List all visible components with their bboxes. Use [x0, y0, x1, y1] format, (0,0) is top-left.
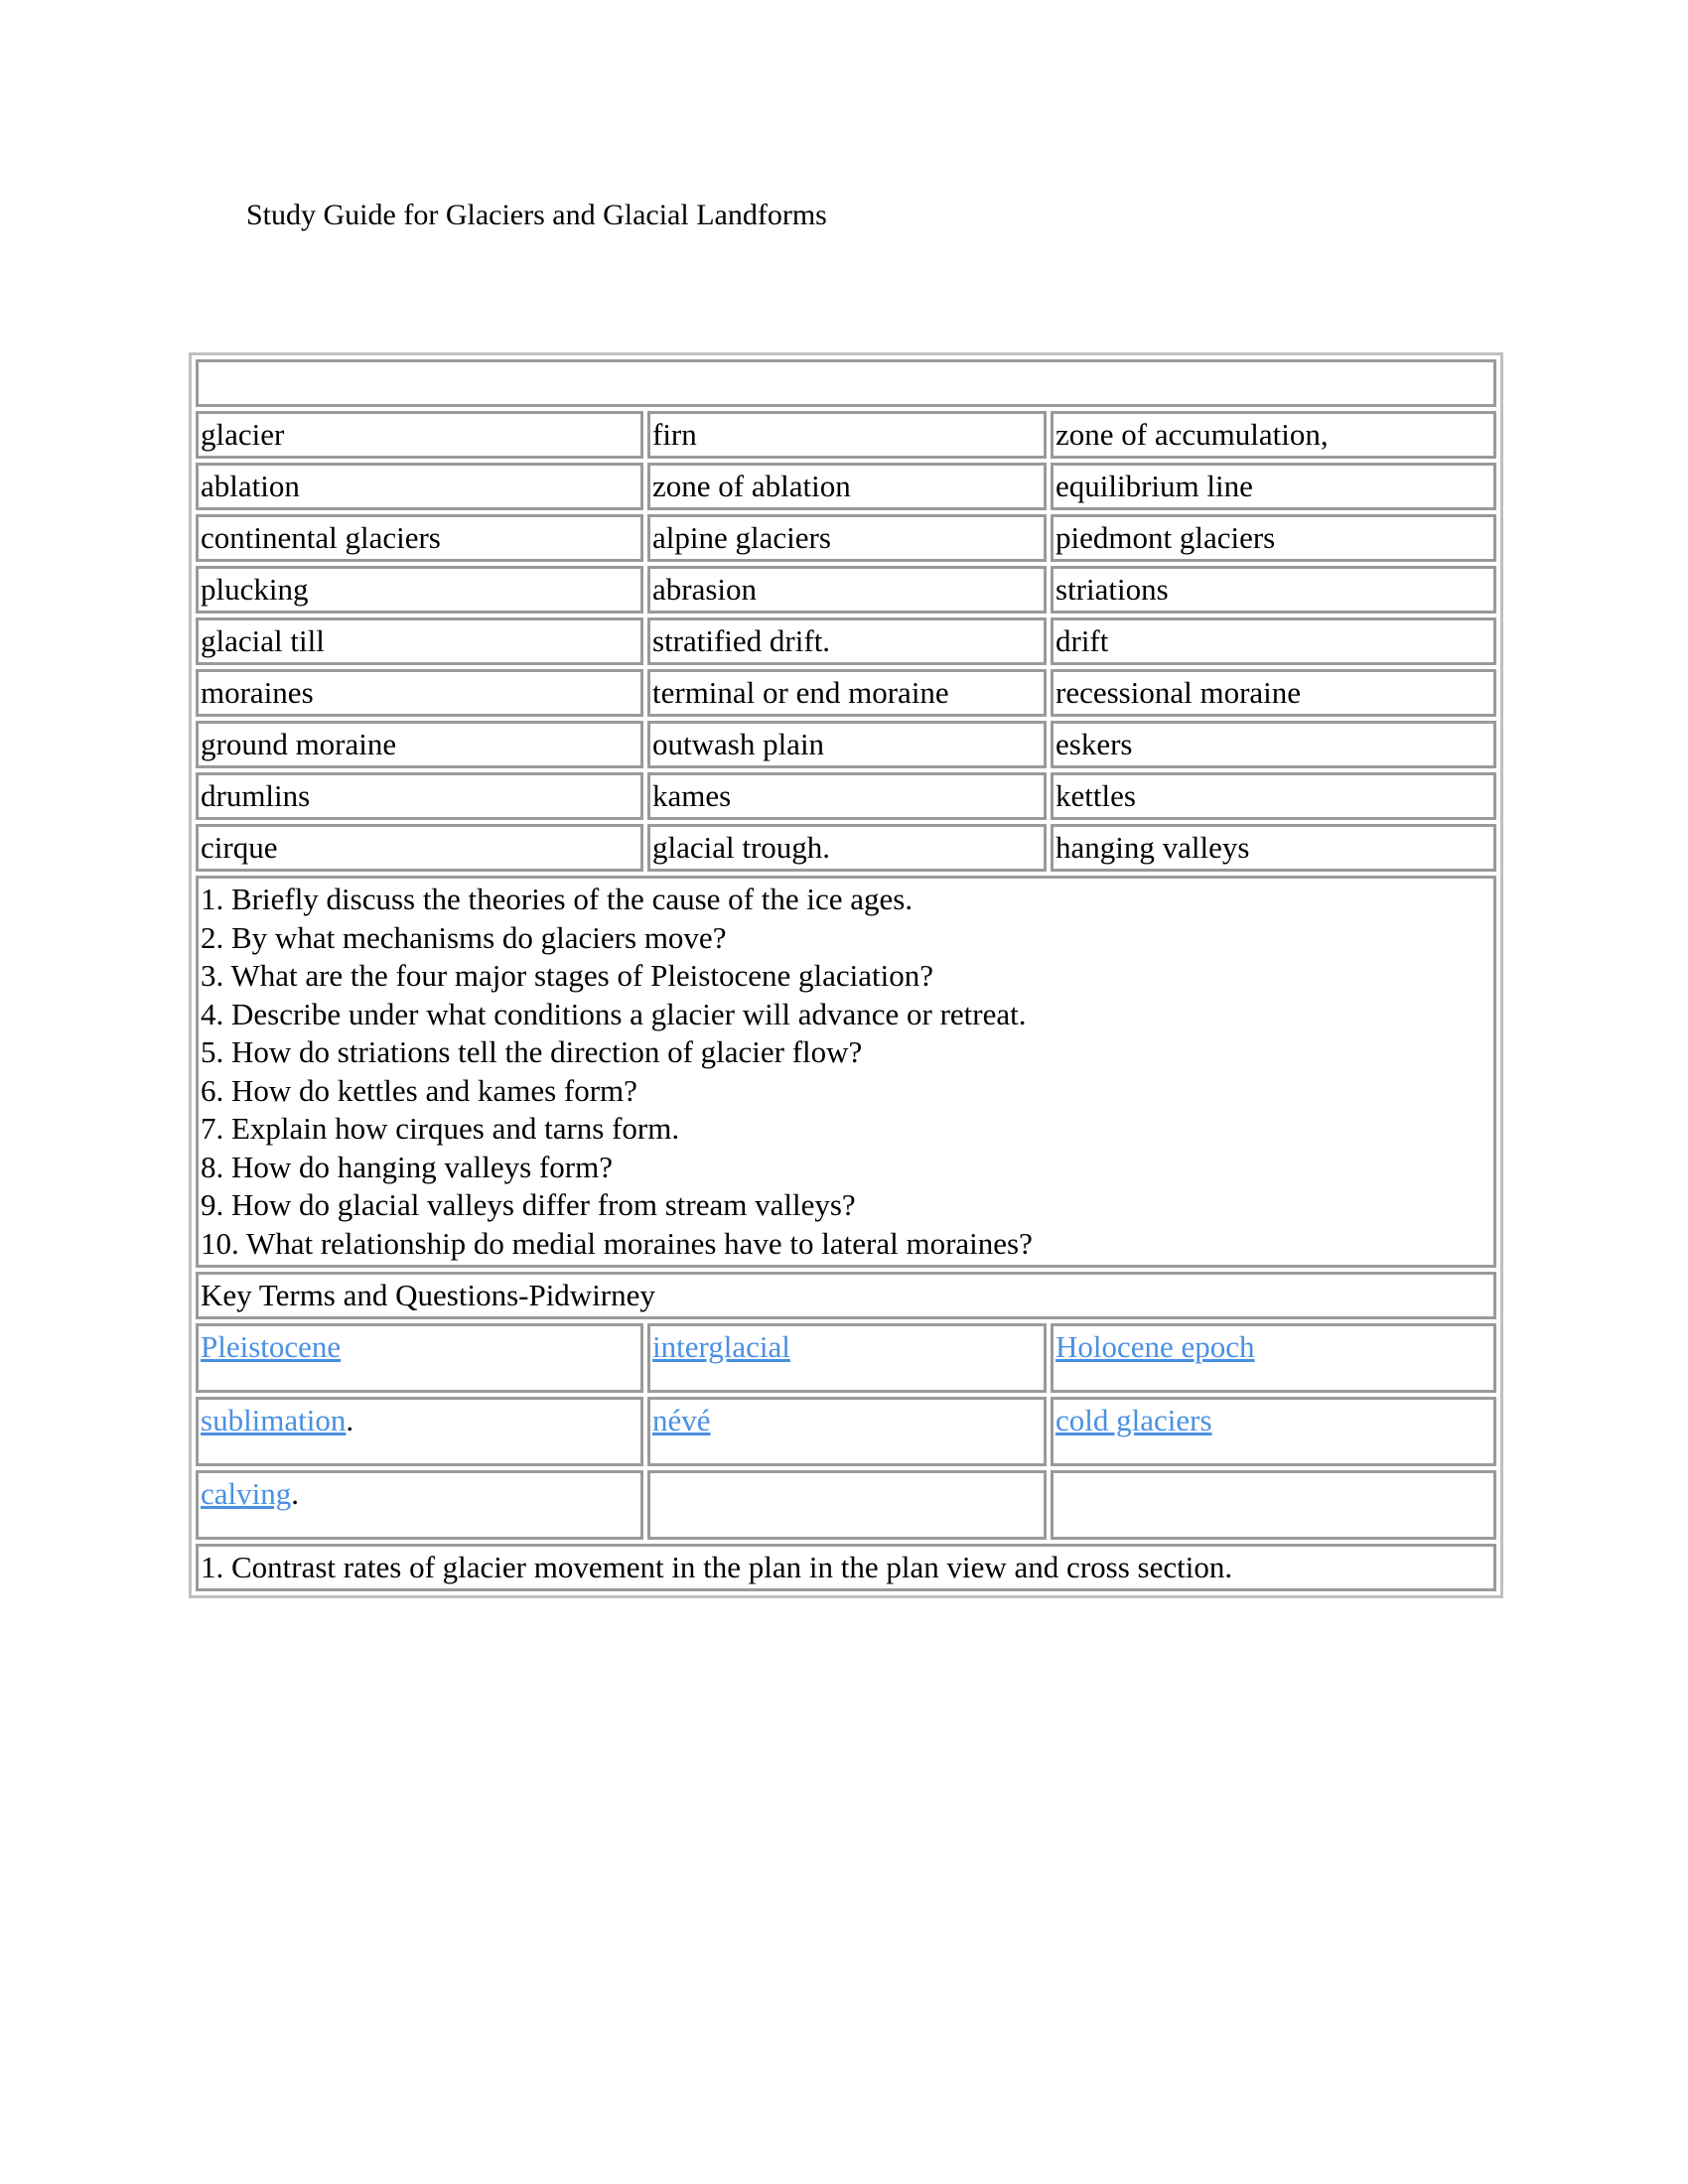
term-link[interactable]: Holocene epoch — [1055, 1329, 1255, 1364]
link-suffix: . — [346, 1403, 354, 1437]
term-cell: piedmont glaciers — [1051, 514, 1496, 562]
term-cell: eskers — [1051, 721, 1496, 768]
link-cell — [1051, 1397, 1496, 1466]
link-cell — [647, 1397, 1047, 1466]
pidwirney-heading: Key Terms and Questions-Pidwirney — [196, 1272, 1496, 1319]
link-cell — [196, 1470, 643, 1540]
section-heading-row — [196, 1272, 1496, 1319]
term-cell: ground moraine — [196, 721, 643, 768]
question-item: 1. Briefly discuss the theories of the cause of the ice ages. — [201, 882, 914, 916]
term-cell: hanging valleys — [1051, 824, 1496, 872]
term-cell: stratified drift. — [647, 617, 1047, 665]
term-link[interactable]: interglacial — [652, 1329, 790, 1364]
link-cell — [1051, 1323, 1496, 1393]
link-cell — [196, 1397, 643, 1466]
term-cell: glacier — [196, 411, 643, 459]
term-cell: ablation — [196, 463, 643, 510]
pidwirney-question: 1. Contrast rates of glacier movement in the plan in the plan view and cross section. — [196, 1544, 1496, 1591]
term-cell: kames — [647, 772, 1047, 820]
term-cell: continental glaciers — [196, 514, 643, 562]
question-item: 6. How do kettles and kames form? — [201, 1072, 637, 1108]
term-row — [196, 669, 1496, 717]
empty-cell — [647, 1470, 1047, 1540]
term-link[interactable]: calving — [201, 1476, 292, 1511]
term-cell: cirque — [196, 824, 643, 872]
term-cell: drumlins — [196, 772, 643, 820]
term-row — [196, 463, 1496, 510]
question-item: 2. By what mechanisms do glaciers move? — [201, 919, 727, 955]
link-row — [196, 1323, 1496, 1393]
question-item: 10. What relationship do medial moraines have to lateral moraines? — [201, 1225, 1033, 1261]
question-item: 3. What are the four major stages of Pleistocene glaciation? — [201, 958, 933, 993]
empty-cell — [1051, 1470, 1496, 1540]
term-cell: drift — [1051, 617, 1496, 665]
term-cell: zone of accumulation, — [1051, 411, 1496, 459]
question-item: 5. How do striations tell the direction of glacier flow? — [201, 1034, 863, 1069]
term-link[interactable]: sublimation — [201, 1403, 347, 1437]
term-cell: alpine glaciers — [647, 514, 1047, 562]
term-row — [196, 514, 1496, 562]
question-item: 7. Explain how cirques and tarns form. — [201, 1111, 680, 1146]
term-link[interactable]: Pleistocene — [201, 1329, 342, 1364]
question-item: 4. Describe under what conditions a glacier will advance or retreat. — [201, 996, 1027, 1031]
term-cell: terminal or end moraine — [647, 669, 1047, 717]
study-guide-table — [189, 352, 1503, 1598]
term-cell: recessional moraine — [1051, 669, 1496, 717]
term-cell: firn — [647, 411, 1047, 459]
term-link[interactable]: cold glaciers — [1055, 1403, 1212, 1437]
term-row — [196, 721, 1496, 768]
question-item: 8. How do hanging valleys form? — [201, 1149, 613, 1184]
blank-header-row — [196, 359, 1496, 407]
document-title: Study Guide for Glaciers and Glacial Landforms — [246, 199, 827, 231]
questions-row — [196, 876, 1496, 1268]
term-row — [196, 617, 1496, 665]
question-item: 9. How do glacial valleys differ from stream valleys? — [201, 1187, 856, 1222]
link-row — [196, 1397, 1496, 1466]
pidwirney-question-row — [196, 1544, 1496, 1591]
term-cell: equilibrium line — [1051, 463, 1496, 510]
term-cell: plucking — [196, 566, 643, 614]
term-cell: abrasion — [647, 566, 1047, 614]
term-row — [196, 566, 1496, 614]
term-row — [196, 772, 1496, 820]
link-suffix: . — [291, 1476, 299, 1511]
link-cell — [647, 1323, 1047, 1393]
link-cell — [196, 1323, 643, 1393]
term-cell: kettles — [1051, 772, 1496, 820]
questions-cell — [196, 876, 1496, 1268]
term-link[interactable]: névé — [652, 1403, 711, 1437]
link-row — [196, 1470, 1496, 1540]
term-cell: glacial trough. — [647, 824, 1047, 872]
term-cell: glacial till — [196, 617, 643, 665]
term-cell: striations — [1051, 566, 1496, 614]
term-cell: outwash plain — [647, 721, 1047, 768]
term-cell: zone of ablation — [647, 463, 1047, 510]
term-cell: moraines — [196, 669, 643, 717]
blank-header-cell — [196, 359, 1496, 407]
term-row — [196, 411, 1496, 459]
term-row — [196, 824, 1496, 872]
